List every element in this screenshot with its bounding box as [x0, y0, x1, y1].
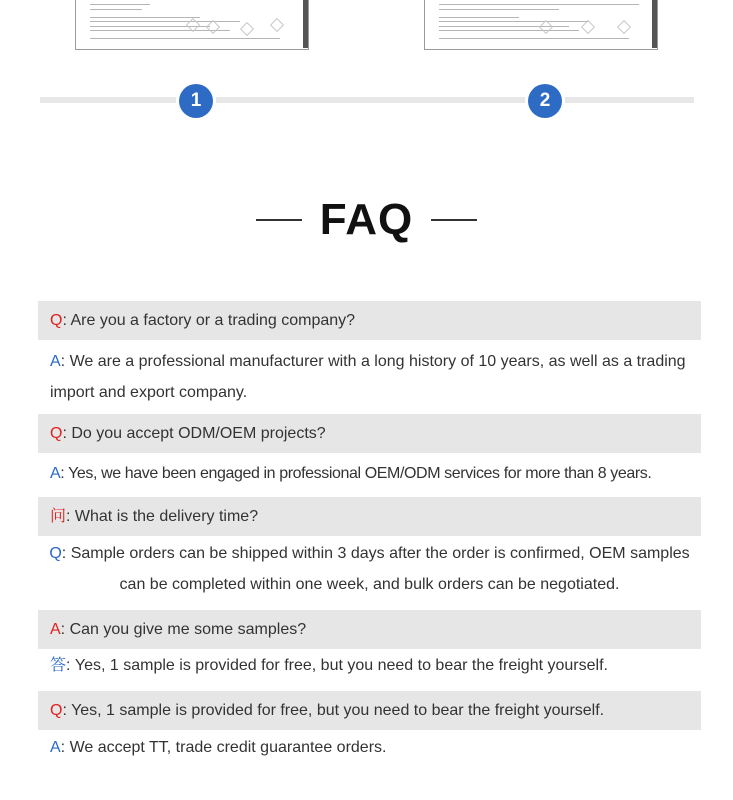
- answer-marker: Q: [49, 545, 62, 562]
- heading-dash-right: [431, 219, 477, 221]
- marker-separator: :: [60, 353, 70, 370]
- answer-marker: 答: [50, 657, 67, 674]
- question-text: Are you a factory or a trading company?: [70, 312, 356, 329]
- faq-question: [38, 301, 701, 340]
- answer-text: Yes, 1 sample is provided for free, but you need to bear the freight yourself.: [74, 657, 608, 674]
- faq-question: [38, 414, 701, 453]
- faq-answer: [38, 732, 701, 763]
- faq-answer: [38, 346, 701, 408]
- answer-text: Sample orders can be shipped within 3 days after the order is confirmed, OEM samples can be completed within one week, and bulk orders can be negotiated.: [70, 545, 690, 593]
- step-badge-1: 1: [179, 84, 213, 118]
- faq-title: FAQ: [319, 195, 414, 244]
- faq-answer: [38, 650, 701, 681]
- faq-question: [38, 497, 701, 536]
- question-text: What is the delivery time?: [74, 508, 259, 525]
- answer-marker: A: [50, 739, 61, 756]
- answer-text: We accept TT, trade credit guarantee orders.: [69, 739, 387, 756]
- marker-separator: :: [60, 621, 70, 638]
- certificate-thumbnail-1: [75, 0, 309, 50]
- answer-text: We are a professional manufacturer with a long history of 10 years, as well as a trading import and export company.: [50, 353, 686, 401]
- question-marker: Q: [50, 425, 63, 442]
- step-track: [40, 97, 694, 103]
- heading-dash-left: [256, 219, 302, 221]
- faq-answer: [38, 538, 701, 600]
- question-marker: Q: [50, 312, 63, 329]
- marker-separator: :: [60, 465, 69, 482]
- answer-text: Yes, we have been engaged in professional OEM/ODM services for more than 8 years.: [68, 465, 652, 482]
- certificate-thumbnail-2: [424, 0, 658, 50]
- marker-separator: :: [62, 702, 72, 719]
- marker-separator: :: [60, 739, 70, 756]
- question-text: Yes, 1 sample is provided for free, but you need to bear the freight yourself.: [71, 702, 605, 719]
- marker-separator: :: [62, 425, 72, 442]
- faq-question: [38, 610, 701, 649]
- marker-separator: :: [66, 657, 75, 674]
- question-marker: A: [50, 621, 61, 638]
- faq-answer: [38, 458, 701, 489]
- question-marker: 问: [50, 508, 67, 525]
- step-badge-2: 2: [528, 84, 562, 118]
- answer-marker: A: [50, 353, 61, 370]
- marker-separator: :: [62, 312, 71, 329]
- question-text: Can you give me some samples?: [69, 621, 307, 638]
- faq-question: [38, 691, 701, 730]
- faq-heading: [0, 190, 733, 250]
- marker-separator: :: [61, 545, 71, 562]
- answer-marker: A: [50, 465, 61, 482]
- question-text: Do you accept ODM/OEM projects?: [71, 425, 326, 442]
- marker-separator: :: [66, 508, 75, 525]
- question-marker: Q: [50, 702, 63, 719]
